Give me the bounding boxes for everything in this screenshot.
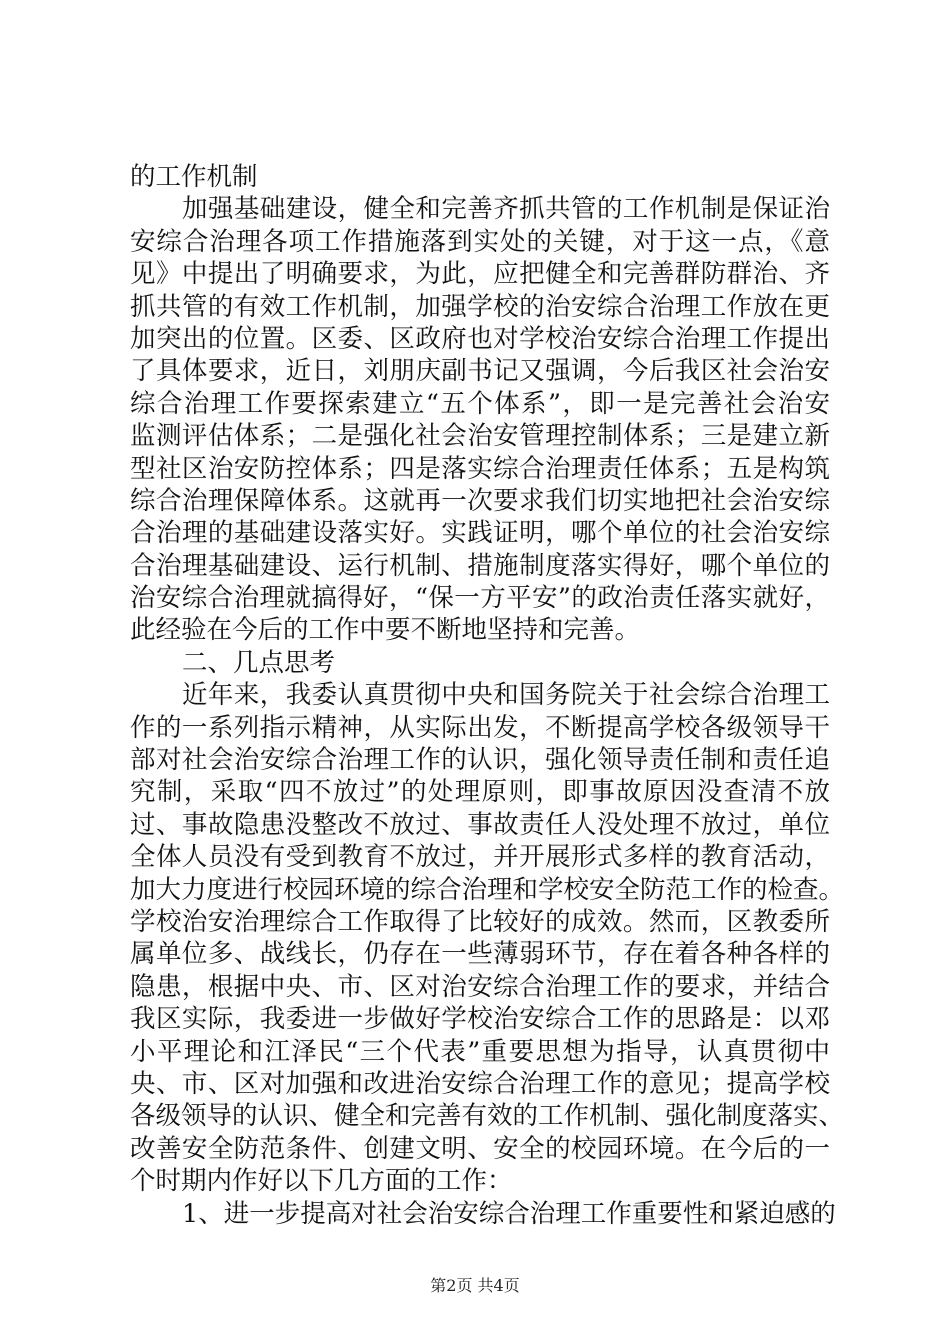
text-line: 央、市、区对加强和改进治安综合治理工作的意见；提高学校	[130, 1068, 830, 1099]
text-line: 改善安全防范条件、创建文明、安全的校园环境。在今后的一	[130, 1133, 830, 1164]
section-heading: 二、几点思考	[182, 647, 336, 678]
text-line: 安综合治理各项工作措施落到实处的关键，对于这一点，《意	[130, 226, 830, 257]
text-line: 学校治安治理综合工作取得了比较好的成效。然而，区教委所	[130, 906, 830, 937]
document-body	[130, 161, 845, 1230]
text-line: 治安综合治理就搞得好，“保一方平安”的政治责任落实就好，	[130, 583, 830, 614]
text-line: 综合治理保障体系。这就再一次要求我们切实地把社会治安综	[130, 485, 830, 516]
text-line: 各级领导的认识、健全和完善有效的工作机制、强化制度落实、	[130, 1101, 845, 1132]
text-line: 个时期内作好以下几方面的工作：	[130, 1166, 513, 1197]
text-line: 抓共管的有效工作机制，加强学校的治安综合治理工作放在更	[130, 291, 830, 322]
text-line: 合治理的基础建设落实好。实践证明，哪个单位的社会治安综	[130, 518, 830, 549]
text-line: 加大力度进行校园环境的综合治理和学校安全防范工作的检查。	[130, 874, 845, 905]
text-line: 见》中提出了明确要求，为此，应把健全和完善群防群治、齐	[130, 259, 830, 290]
text-line: 型社区治安防控体系；四是落实综合治理责任体系；五是构筑	[130, 453, 830, 484]
text-line: 小平理论和江泽民“三个代表”重要思想为指导，认真贯彻中	[130, 1036, 830, 1067]
text-line: 合治理基础建设、运行机制、措施制度落实得好，哪个单位的	[130, 550, 830, 581]
text-line: 加突出的位置。区委、区政府也对学校治安综合治理工作提出	[130, 323, 830, 354]
text-line: 全体人员没有受到教育不放过，并开展形式多样的教育活动，	[130, 842, 830, 873]
text-line: 监测评估体系；二是强化社会治安管理控制体系；三是建立新	[130, 421, 830, 452]
paragraph-start-line: 近年来，我委认真贯彻中央和国务院关于社会综合治理工	[182, 680, 830, 711]
text-line: 的工作机制	[130, 162, 258, 192]
text-line: 此经验在今后的工作中要不断地坚持和完善。	[130, 615, 641, 646]
paragraph-start-line: 加强基础建设，健全和完善齐抓共管的工作机制是保证治	[182, 194, 830, 225]
text-line: 部对社会治安综合治理工作的认识，强化领导责任制和责任追	[130, 745, 830, 776]
text-line: 隐患，根据中央、市、区对治安综合治理工作的要求，并结合	[130, 971, 830, 1002]
page-number-footer: 第2页 共4页	[430, 1276, 520, 1295]
text-line: 我区实际，我委进一步做好学校治安综合工作的思路是：以邓	[130, 1004, 830, 1035]
text-line: 属单位多、战线长，仍存在一些薄弱环节，存在着各种各样的	[130, 939, 830, 970]
text-line: 过、事故隐患没整改不放过、事故责任人没处理不放过，单位	[130, 809, 830, 840]
text-line: 作的一系列指示精神，从实际出发，不断提高学校各级领导干	[130, 712, 830, 743]
numbered-item-line: 1、进一步提高对社会治安综合治理工作重要性和紧迫感的	[182, 1198, 836, 1229]
text-line: 了具体要求，近日，刘朋庆副书记又强调，今后我区社会治安	[130, 356, 830, 387]
text-line: 究制，采取“四不放过”的处理原则，即事故原因没查清不放	[130, 777, 830, 808]
text-line: 综合治理工作要探索建立“五个体系”，即一是完善社会治安	[130, 388, 830, 419]
